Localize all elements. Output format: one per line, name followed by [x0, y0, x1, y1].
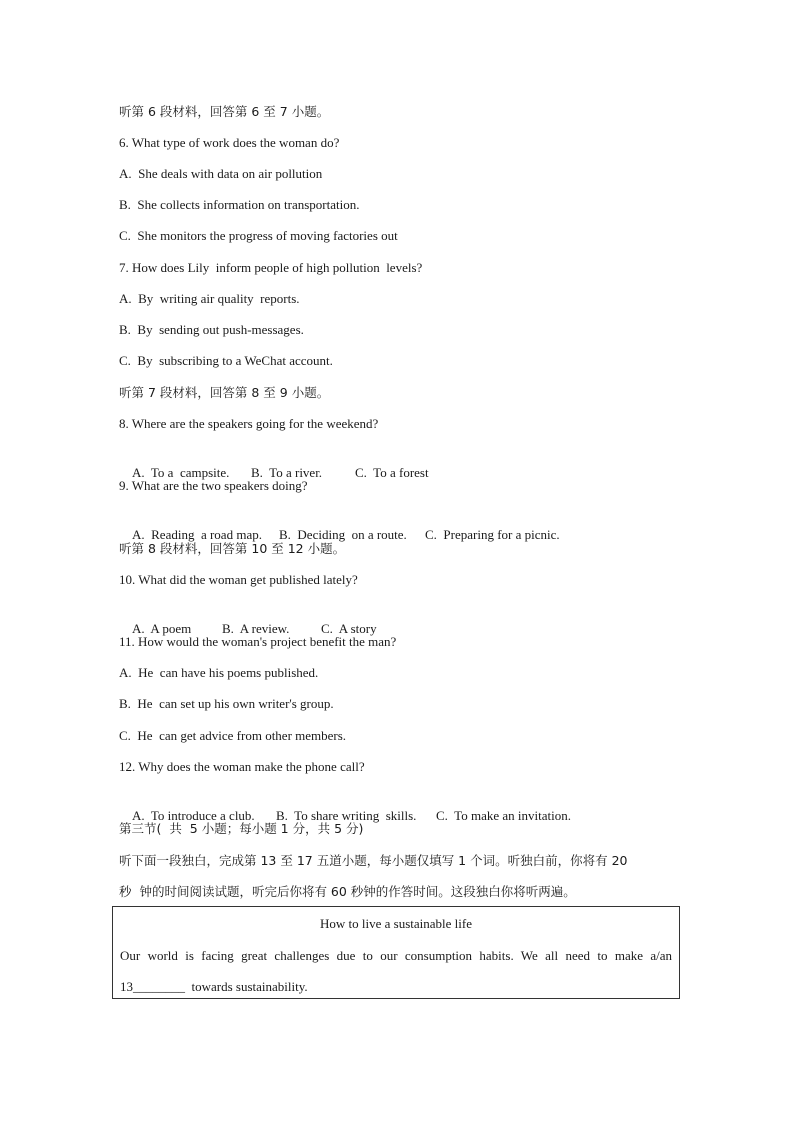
- question-6: 6. What type of work does the woman do?: [119, 135, 340, 150]
- section7-header: 听第 7 段材料，回答第 8 至 9 小题。: [119, 385, 330, 400]
- question-9: 9. What are the two speakers doing?: [119, 478, 308, 493]
- q6-option-c: C. She monitors the progress of moving factories out: [119, 228, 398, 243]
- q8-option-c: C. To a forest: [355, 465, 429, 480]
- q9-option-c: C. Preparing for a picnic.: [425, 527, 560, 542]
- passage-line-2-with-blank-13: 13________ towards sustainability.: [120, 979, 308, 994]
- q11-option-a: A. He can have his poems published.: [119, 665, 319, 680]
- q12-option-a: A. To introduce a club.: [132, 808, 255, 823]
- q9-option-b: B. Deciding on a route.: [279, 527, 407, 542]
- q9-option-a: A. Reading a road map.: [132, 527, 262, 542]
- q12-option-c: C. To make an invitation.: [436, 808, 571, 823]
- q10-option-b: B. A review.: [222, 621, 290, 636]
- q12-option-b: B. To share writing skills.: [276, 808, 417, 823]
- q7-option-c: C. By subscribing to a WeChat account.: [119, 353, 333, 368]
- passage-title: How to live a sustainable life: [320, 916, 472, 931]
- passage-line-1: Our world is facing great challenges due to our consumption habits. We all need to make a/an: [120, 948, 672, 963]
- q10-option-c: C. A story: [321, 621, 377, 636]
- q6-option-b: B. She collects information on transportation.: [119, 197, 360, 212]
- q11-option-b: B. He can set up his own writer's group.: [119, 696, 334, 711]
- q7-option-b: B. By sending out push-messages.: [119, 322, 304, 337]
- question-8: 8. Where are the speakers going for the weekend?: [119, 416, 379, 431]
- question-10: 10. What did the woman get published lately?: [119, 572, 358, 587]
- q10-option-a: A. A poem: [132, 621, 192, 636]
- question-7: 7. How does Lily inform people of high pollution levels?: [119, 260, 423, 275]
- q6-option-a: A. She deals with data on air pollution: [119, 166, 323, 181]
- section8-header: 听第 8 段材料，回答第 10 至 12 小题。: [119, 541, 346, 556]
- part3-instructions-line1: 听下面一段独白，完成第 13 至 17 五道小题，每小题仅填写 1 个词。听独白前，你将有 20: [119, 853, 628, 868]
- q8-option-a: A. To a campsite.: [132, 465, 230, 480]
- section6-header: 听第 6 段材料，回答第 6 至 7 小题。: [119, 104, 330, 119]
- part3-header: 第三节( 共 5 小题；每小题 1 分，共 5 分): [119, 821, 364, 836]
- part3-instructions-line2: 秒 钟的时间阅读试题，听完后你将有 60 秒钟的作答时间。这段独白你将听两遍。: [119, 884, 576, 899]
- q8-option-b: B. To a river.: [251, 465, 323, 480]
- question-12: 12. Why does the woman make the phone call?: [119, 759, 365, 774]
- q7-option-a: A. By writing air quality reports.: [119, 291, 300, 306]
- sustainable-life-passage-box: [112, 906, 680, 999]
- question-11: 11. How would the woman's project benefit the man?: [119, 634, 397, 649]
- q11-option-c: C. He can get advice from other members.: [119, 728, 347, 743]
